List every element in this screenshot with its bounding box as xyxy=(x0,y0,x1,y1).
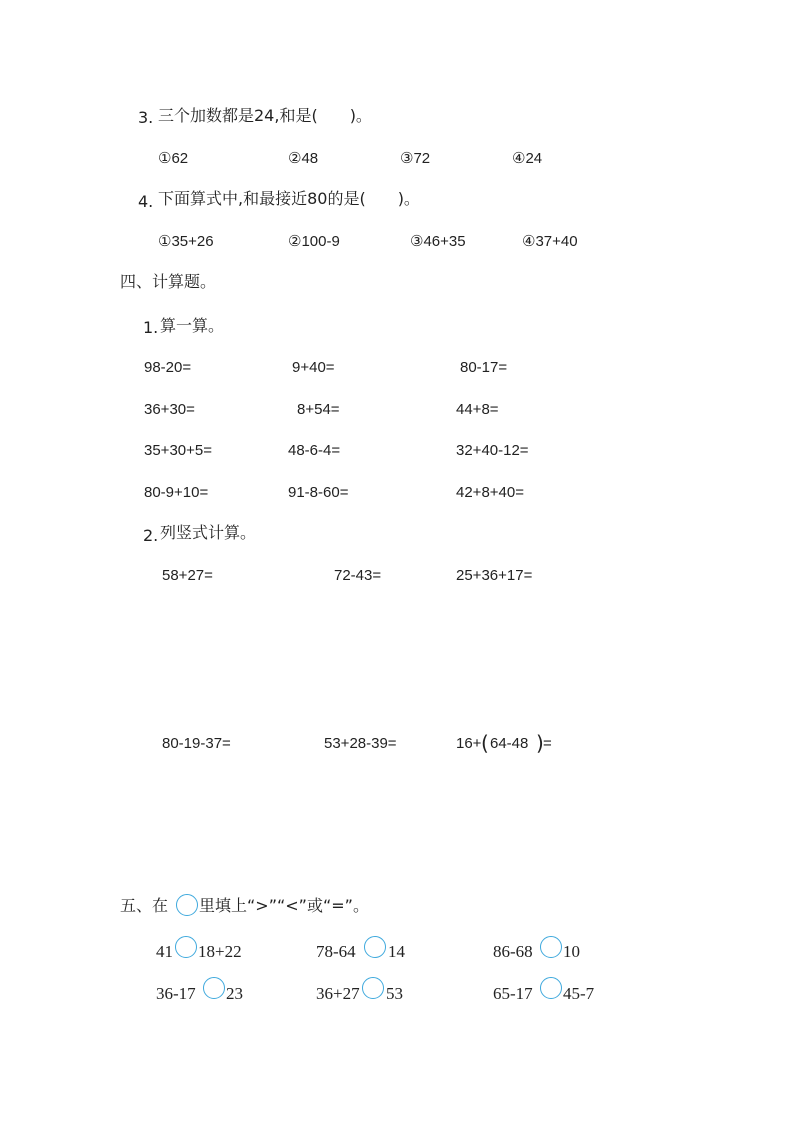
cmp-r2-c1-left: 36-17 xyxy=(156,984,196,1003)
p2-title: 列竖式计算。 xyxy=(160,523,257,542)
p2-number: 2. xyxy=(143,526,159,545)
cmp-r1-c3-right: 10 xyxy=(563,942,580,961)
cmp-r1-c1-left: 41 xyxy=(156,942,173,961)
calc-r3-c2: 48-6-4= xyxy=(288,442,341,459)
calc-r1-c3: 80-17= xyxy=(460,359,508,376)
q3-option-2[interactable]: ②48 xyxy=(288,150,319,167)
calc-r2-c2: 8+54= xyxy=(297,401,340,418)
vertical-r2-c1: 80-19-37= xyxy=(162,735,231,752)
cmp-r1-c1-circle[interactable] xyxy=(175,936,197,958)
cmp-r2-c2-right: 53 xyxy=(386,984,403,1003)
cmp-r2-c2-circle[interactable] xyxy=(362,977,384,999)
vertical-r2-c3-inner: 64-48 xyxy=(490,735,529,752)
cmp-r1-c1-right: 18+22 xyxy=(198,942,242,961)
vertical-r2-c3-part1: 16+ xyxy=(456,735,482,752)
q4-option-3[interactable]: ③46+35 xyxy=(410,233,466,250)
cmp-r1-c3-left: 86-68 xyxy=(493,942,533,961)
cmp-r2-c2-left: 36+27 xyxy=(316,984,360,1003)
vertical-r2-c3-eq: = xyxy=(543,735,552,752)
p1-number: 1. xyxy=(143,318,159,337)
calc-r1-c1: 98-20= xyxy=(144,359,192,376)
vertical-r2-c2: 53+28-39= xyxy=(324,735,397,752)
calc-r3-c3: 32+40-12= xyxy=(456,442,529,459)
right-paren: ) xyxy=(536,731,544,755)
cmp-r1-c3-circle[interactable] xyxy=(540,936,562,958)
cmp-r2-c1-right: 23 xyxy=(226,984,243,1003)
calc-r3-c1: 35+30+5= xyxy=(144,442,212,459)
q3-option-1[interactable]: ①62 xyxy=(158,150,189,167)
q3-option-4[interactable]: ④24 xyxy=(512,150,543,167)
q4-option-1[interactable]: ①35+26 xyxy=(158,233,214,250)
vertical-r1-c2: 72-43= xyxy=(334,567,382,584)
cmp-r2-c1-circle[interactable] xyxy=(203,977,225,999)
cmp-r1-c2-left: 78-64 xyxy=(316,942,356,961)
q3-option-3[interactable]: ③72 xyxy=(400,150,431,167)
cmp-r1-c2-circle[interactable] xyxy=(364,936,386,958)
calc-r4-c1: 80-9+10= xyxy=(144,484,209,501)
cmp-r1-c2-right: 14 xyxy=(388,942,405,961)
q3-number: 3. xyxy=(138,108,154,127)
p1-title: 算一算。 xyxy=(160,316,225,335)
calc-r1-c2: 9+40= xyxy=(292,359,335,376)
q4-option-2[interactable]: ②100-9 xyxy=(288,233,340,250)
q4-option-4[interactable]: ④37+40 xyxy=(522,233,578,250)
vertical-r1-c3: 25+36+17= xyxy=(456,567,533,584)
left-paren: ( xyxy=(481,731,489,755)
title-circle-icon xyxy=(176,894,198,916)
q3-text: 三个加数都是24,和是( )。 xyxy=(158,106,372,125)
calc-r4-c2: 91-8-60= xyxy=(288,484,349,501)
section5-title-post: 里填上“>”“<”或“=”。 xyxy=(199,896,369,915)
cmp-r2-c3-right: 45-7 xyxy=(563,984,595,1003)
section4-title: 四、计算题。 xyxy=(120,272,217,291)
calc-r2-c1: 36+30= xyxy=(144,401,195,418)
calc-r4-c3: 42+8+40= xyxy=(456,484,524,501)
vertical-r1-c1: 58+27= xyxy=(162,567,213,584)
cmp-r2-c3-circle[interactable] xyxy=(540,977,562,999)
q4-text: 下面算式中,和最接近80的是( )。 xyxy=(158,189,420,208)
q4-number: 4. xyxy=(138,192,154,211)
calc-r2-c3: 44+8= xyxy=(456,401,499,418)
cmp-r2-c3-left: 65-17 xyxy=(493,984,533,1003)
section5-title-pre: 五、在 xyxy=(120,896,169,915)
